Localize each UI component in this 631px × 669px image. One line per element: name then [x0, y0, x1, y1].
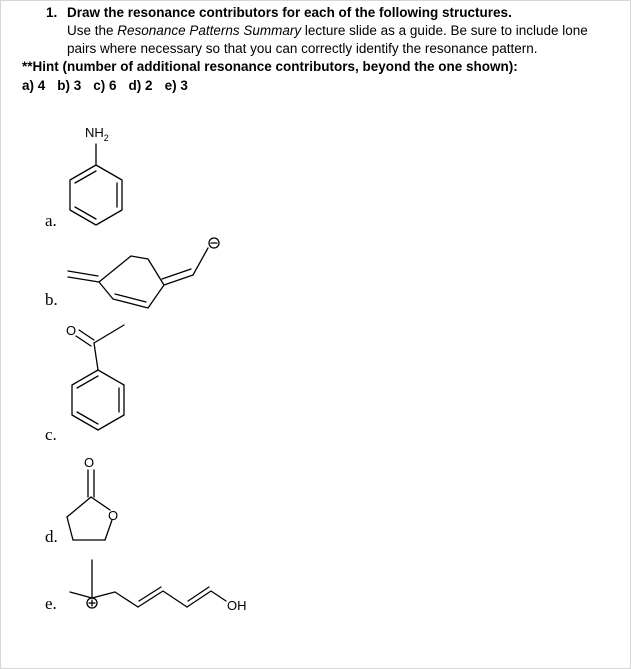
carbonyl-oxygen-d: O [84, 455, 95, 470]
answer-a: a) 4 [22, 78, 46, 93]
amine-label [85, 125, 109, 143]
answer-e: e) 3 [164, 78, 188, 93]
carbonyl-bond [79, 330, 94, 340]
structure-b [68, 238, 219, 308]
structure-e [70, 560, 226, 608]
amine-subscript: 2 [103, 133, 109, 143]
structure-a-aniline [70, 144, 122, 225]
label-e: e. [45, 594, 57, 613]
label-d: d. [45, 527, 58, 546]
instruction-text-end: lecture slide as a guide. Be sure to include lone [301, 23, 588, 38]
exocyclic-alkene-left [68, 277, 99, 282]
structure-d-lactone [67, 470, 112, 540]
answer-b: b) 3 [57, 78, 82, 93]
instruction-emphasis: Resonance Patterns Summary [117, 23, 302, 38]
hint-text: **Hint (number of additional resonance contributors, beyond the one shown): [22, 59, 518, 74]
question-number: 1. [46, 5, 58, 20]
label-c: c. [45, 425, 57, 444]
methyl-bond [94, 325, 124, 343]
benzene-ring-c [72, 370, 124, 430]
amine-label-main: NH [85, 125, 104, 140]
label-b: b. [45, 290, 58, 309]
label-a: a. [45, 211, 57, 230]
instruction-text-start: Use the [67, 23, 118, 38]
instruction-line-2: pairs where necessary so that you can correctly identify the resonance pattern. [67, 41, 538, 56]
answer-d: d) 2 [128, 78, 153, 93]
question-title-text: Draw the resonance contributors for each of the following structures. [67, 5, 512, 20]
cyclohexene-ring-b [99, 256, 164, 308]
ring-oxygen-d: O [108, 508, 119, 523]
carbonyl-oxygen-c: O [66, 323, 77, 338]
benzene-ring-a [70, 165, 122, 225]
hydroxyl-label-e: OH [227, 598, 247, 613]
structure-c-acetophenone [72, 325, 124, 430]
answer-c: c) 6 [93, 78, 117, 93]
